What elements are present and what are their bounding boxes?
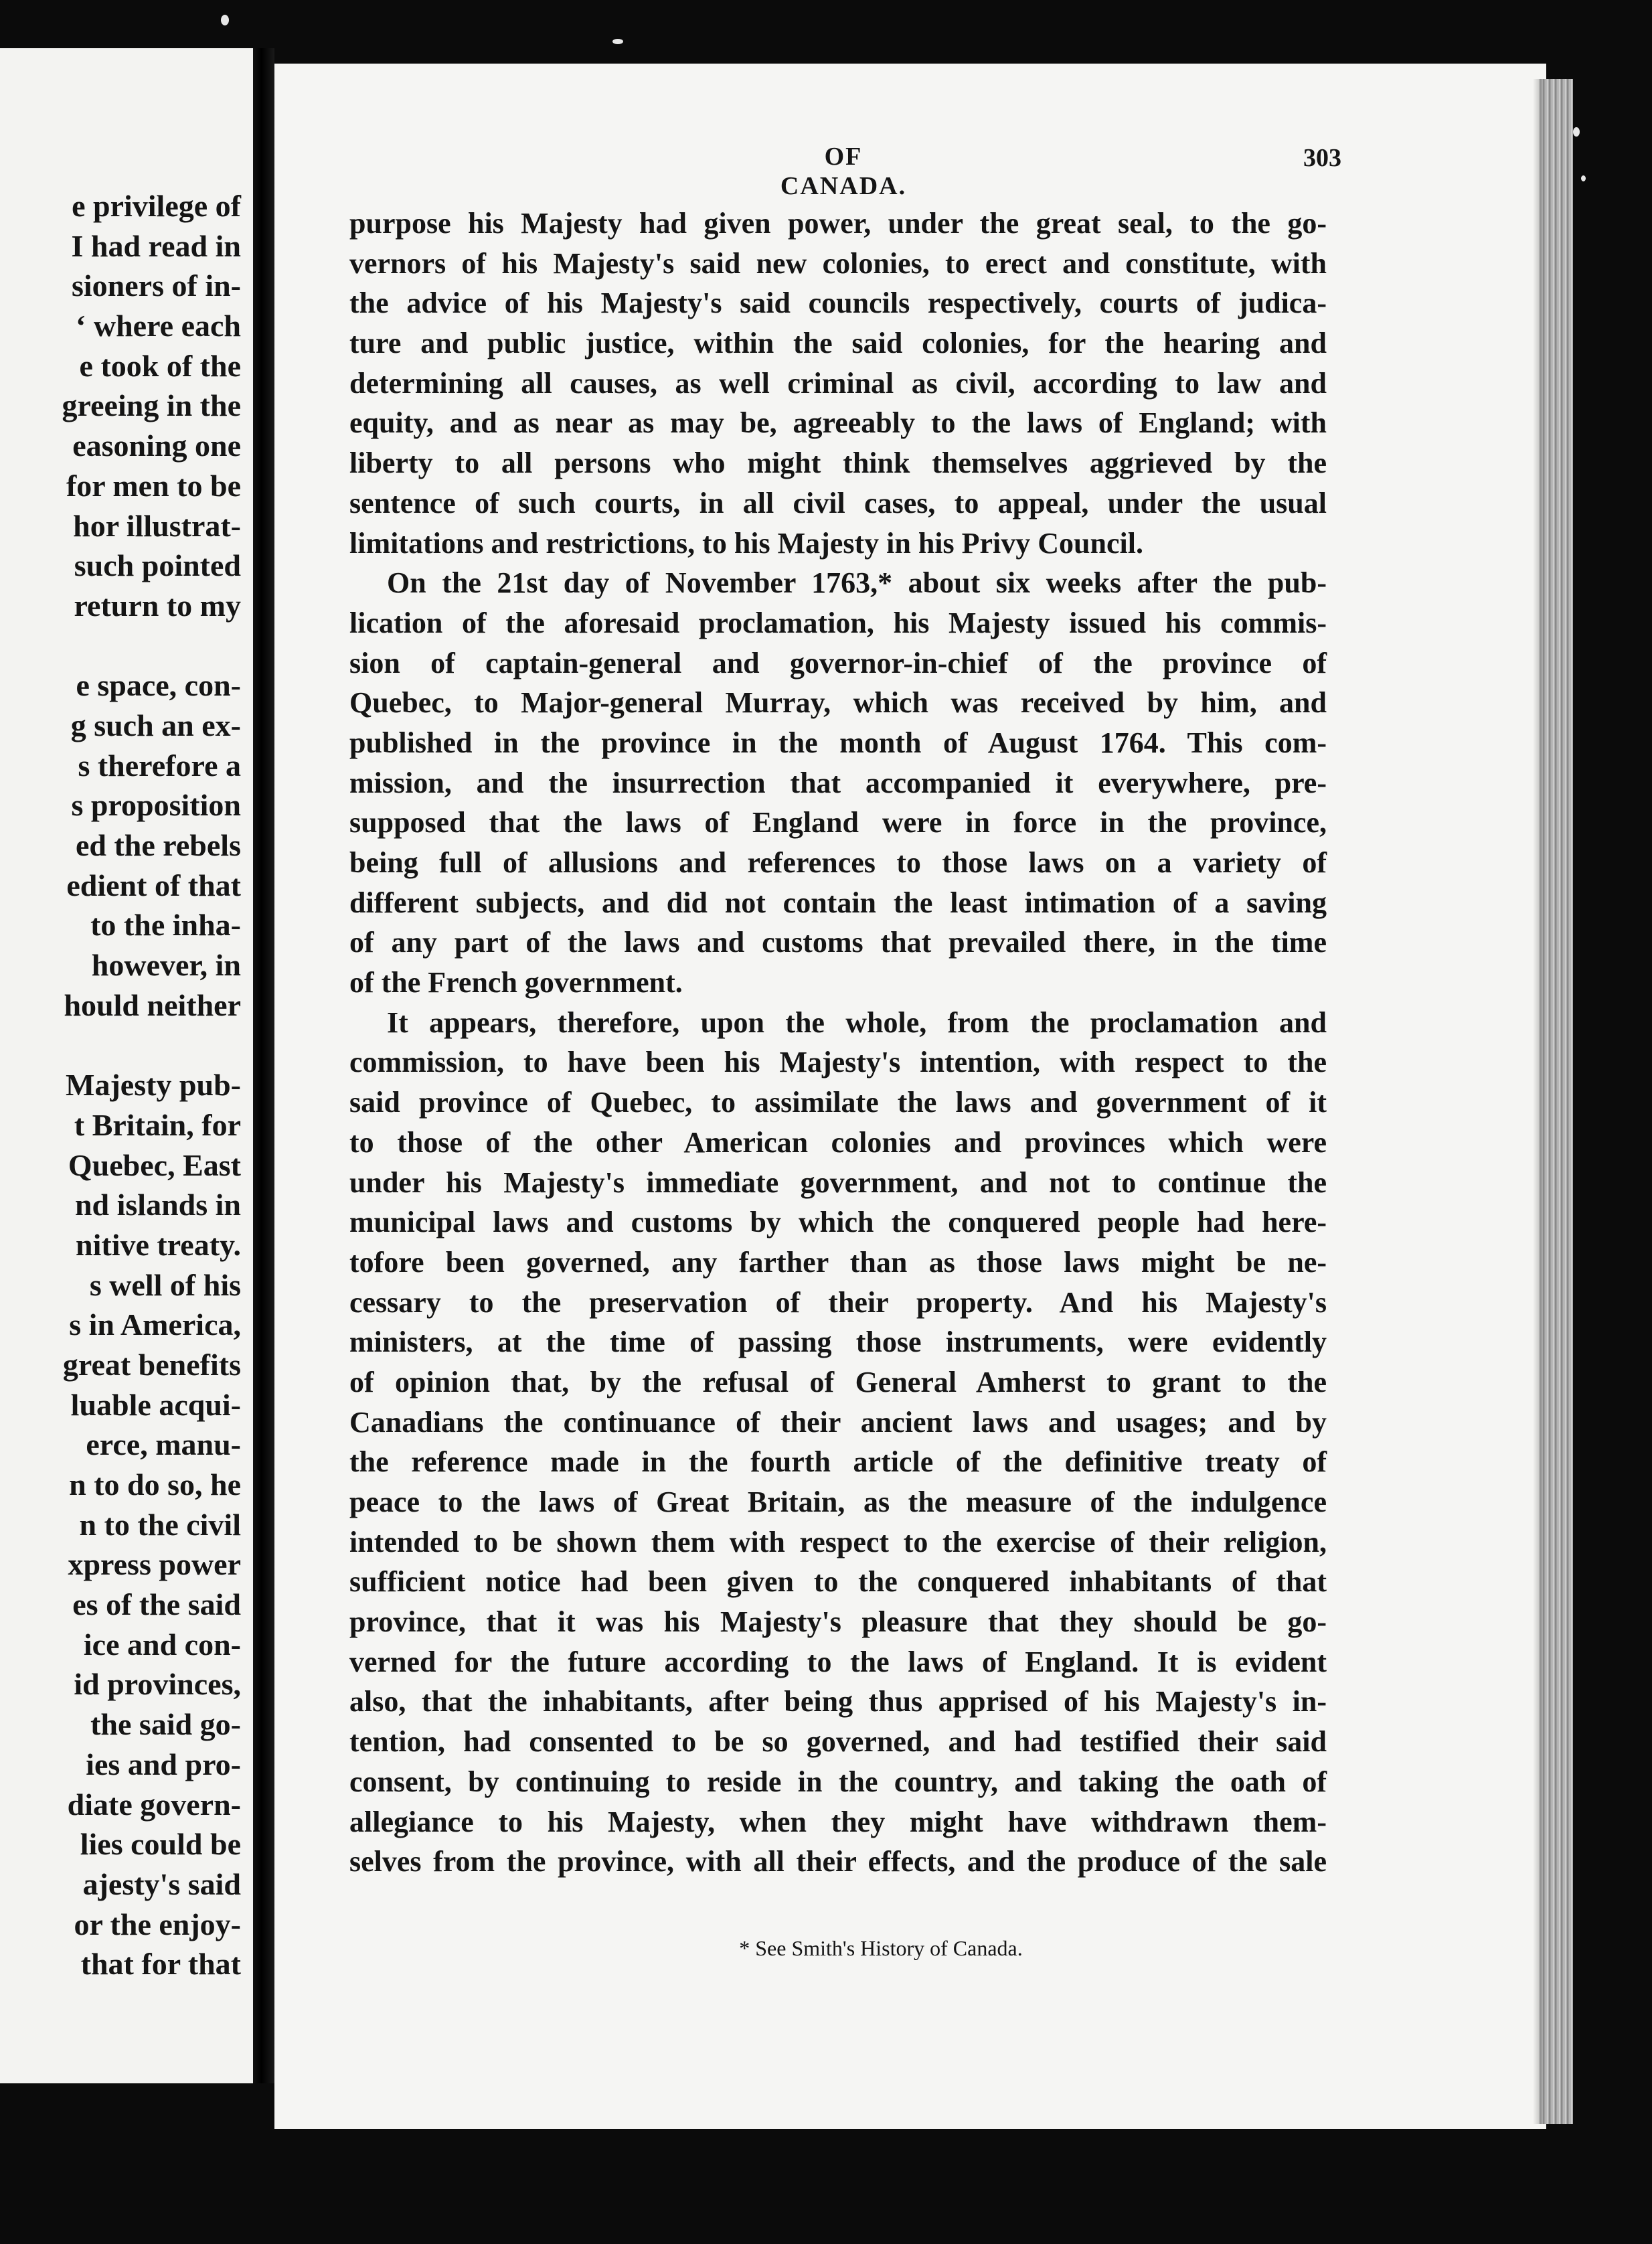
left-page-line: ies and pro- — [86, 1747, 241, 1781]
text-line: sion of captain-general and governor-in-chief of the province of — [349, 646, 1327, 679]
left-page-line: e space, con- — [76, 668, 241, 703]
text-line: to those of the other American colonies and provinces which were — [349, 1125, 1327, 1159]
left-page-line: the said go- — [90, 1707, 241, 1742]
left-page-line: that for that — [80, 1947, 241, 1982]
text-line: sentence of such courts, in all civil cases, to appeal, under the usual — [349, 486, 1327, 519]
dust-speck — [1581, 175, 1586, 181]
left-page-line: for men to be — [66, 468, 241, 503]
text-line: being full of allusions and references to those laws on a variety of — [349, 846, 1327, 879]
text-line: the advice of his Majesty's said councils respectively, courts of judica- — [349, 287, 1327, 320]
text-line: lication of the aforesaid proclamation, his Majesty issued his commis- — [349, 606, 1327, 639]
dust-speck — [1573, 127, 1580, 137]
text-line: ministers, at the time of passing those instruments, were evidently — [349, 1326, 1327, 1359]
facing-page-left — [0, 48, 253, 2083]
text-line: determining all causes, as well criminal as civil, according to law and — [349, 366, 1327, 400]
left-page-line: ed the rebels — [75, 828, 241, 862]
page-edge-shadow — [1533, 79, 1542, 2124]
text-line: tention, had consented to be so governed, and had testified their said — [349, 1725, 1327, 1759]
left-page-line: ‘ where each — [76, 309, 241, 343]
left-page-line: to the inha- — [90, 908, 241, 943]
left-page-line: easoning one — [72, 428, 241, 463]
text-line: said province of Quebec, to assimilate the laws and government of it — [349, 1086, 1327, 1119]
left-page-line: great benefits — [62, 1347, 241, 1382]
left-page-line: ice and con- — [83, 1627, 241, 1662]
left-page-text — [0, 186, 241, 1984]
text-line: ture and public justice, within the said colonies, for the hearing and — [349, 327, 1327, 360]
left-page-line — [0, 1025, 241, 1065]
text-line: Quebec, to Major-general Murray, which was received by him, and — [349, 686, 1327, 720]
text-line: the reference made in the fourth article of the definitive treaty of — [349, 1445, 1327, 1479]
text-line: It appears, therefore, upon the whole, from the proclamation and — [387, 1006, 1327, 1039]
left-page-line — [0, 626, 241, 666]
left-page-line: lies could be — [80, 1827, 241, 1862]
left-page-line: edient of that — [66, 868, 241, 902]
left-page-line: Majesty pub- — [66, 1068, 241, 1103]
text-line: commission, to have been his Majesty's intention, with respect to the — [349, 1046, 1327, 1079]
page-edges — [1540, 79, 1573, 2124]
left-page-line: return to my — [74, 588, 241, 623]
left-page-line: greeing in the — [62, 388, 241, 423]
left-page-line: e took of the — [79, 348, 241, 383]
text-line: province, that it was his Majesty's pleasure that they should be go- — [349, 1605, 1327, 1639]
left-page-line: however, in — [91, 948, 241, 983]
text-line: intended to be shown them with respect to the exercise of their religion, — [349, 1525, 1327, 1558]
left-page-line: n to do so, he — [69, 1467, 241, 1502]
text-line: also, that the inhabitants, after being thus apprised of his Majesty's in- — [349, 1685, 1327, 1718]
text-line: supposed that the laws of England were in force in the province, — [349, 806, 1327, 839]
text-line: of the French government. — [349, 966, 683, 999]
left-page-line: s therefore a — [78, 748, 241, 783]
left-page-line: n to the civil — [79, 1507, 241, 1542]
text-line: selves from the province, with all their effects, and the produce of the sale — [349, 1845, 1327, 1878]
left-page-line: g such an ex- — [70, 708, 241, 742]
left-page-line: Quebec, East — [68, 1147, 241, 1182]
left-page-line: t Britain, for — [74, 1107, 241, 1142]
body-text — [349, 204, 1327, 1882]
text-line: verned for the future according to the laws of England. It is evident — [349, 1645, 1327, 1678]
left-page-line: I had read in — [71, 228, 241, 263]
text-line: of opinion that, by the refusal of General Amherst to grant to the — [349, 1365, 1327, 1398]
text-line: published in the province in the month of August 1764. This com- — [349, 726, 1327, 759]
text-line: municipal laws and customs by which the conquered people had here- — [349, 1206, 1327, 1239]
text-line: peace to the laws of Great Britain, as the measure of the indulgence — [349, 1486, 1327, 1518]
left-page-line: e privilege of — [72, 189, 241, 223]
text-line: purpose his Majesty had given power, under the great seal, to the go- — [349, 207, 1327, 240]
dust-speck — [221, 15, 229, 25]
left-page-line: nd islands in — [74, 1188, 241, 1222]
text-line: On the 21st day of November 1763,* about six weeks after the pub- — [387, 566, 1327, 600]
text-line: tofore been governed, any farther than as those laws might be ne- — [349, 1245, 1327, 1279]
left-page-line: hould neither — [64, 987, 241, 1022]
text-line: different subjects, and did not contain the least intimation of a saving — [349, 886, 1327, 919]
left-page-line: hor illustrat- — [73, 508, 241, 543]
page-number: 303 — [1303, 144, 1341, 172]
left-page-line: ajesty's said — [82, 1866, 241, 1901]
left-page-line: s proposition — [71, 788, 241, 823]
text-line: of any part of the laws and customs that prevailed there, in the time — [349, 926, 1327, 959]
footnote: * See Smith's History of Canada. — [739, 1936, 1023, 1960]
left-page-line: erce, manu- — [86, 1427, 241, 1462]
text-line: Canadians the continuance of their ancient laws and usages; and by — [349, 1405, 1327, 1439]
left-page-line: luable acqui- — [70, 1387, 241, 1422]
left-page-line: diate govern- — [67, 1787, 241, 1822]
left-page-line: id provinces, — [74, 1667, 241, 1702]
text-line: mission, and the insurrection that accompanied it everywhere, pre- — [349, 766, 1327, 799]
text-line: equity, and as near as may be, agreeably to the laws of England; with — [349, 406, 1327, 440]
left-page-line: or the enjoy- — [74, 1907, 241, 1941]
left-page-line: es of the said — [72, 1587, 241, 1622]
left-page-line: sioners of in- — [72, 268, 241, 303]
left-page-line: nitive treaty. — [76, 1227, 241, 1262]
left-page-line: s in America, — [69, 1307, 241, 1342]
text-line: cessary to the preservation of their property. And his Majesty's — [349, 1285, 1327, 1319]
left-page-line: xpress power — [68, 1547, 241, 1582]
text-line: under his Majesty's immediate government, and not to continue the — [349, 1166, 1327, 1199]
text-line: limitations and restrictions, to his Majesty in his Privy Council. — [349, 526, 1143, 560]
running-head: OF CANADA. — [780, 143, 907, 200]
left-page-line: s well of his — [89, 1267, 241, 1302]
dust-speck — [612, 39, 623, 44]
text-line: vernors of his Majesty's said new colonies, to erect and constitute, with — [349, 246, 1327, 280]
text-line: allegiance to his Majesty, when they might have withdrawn them- — [349, 1805, 1327, 1838]
text-line: consent, by continuing to reside in the country, and taking the oath of — [349, 1765, 1327, 1798]
text-line: liberty to all persons who might think themselves aggrieved by the — [349, 447, 1327, 480]
book-gutter — [253, 48, 274, 2083]
text-line: sufficient notice had been given to the conquered inhabitants of that — [349, 1565, 1327, 1599]
left-page-line: such pointed — [74, 548, 241, 583]
